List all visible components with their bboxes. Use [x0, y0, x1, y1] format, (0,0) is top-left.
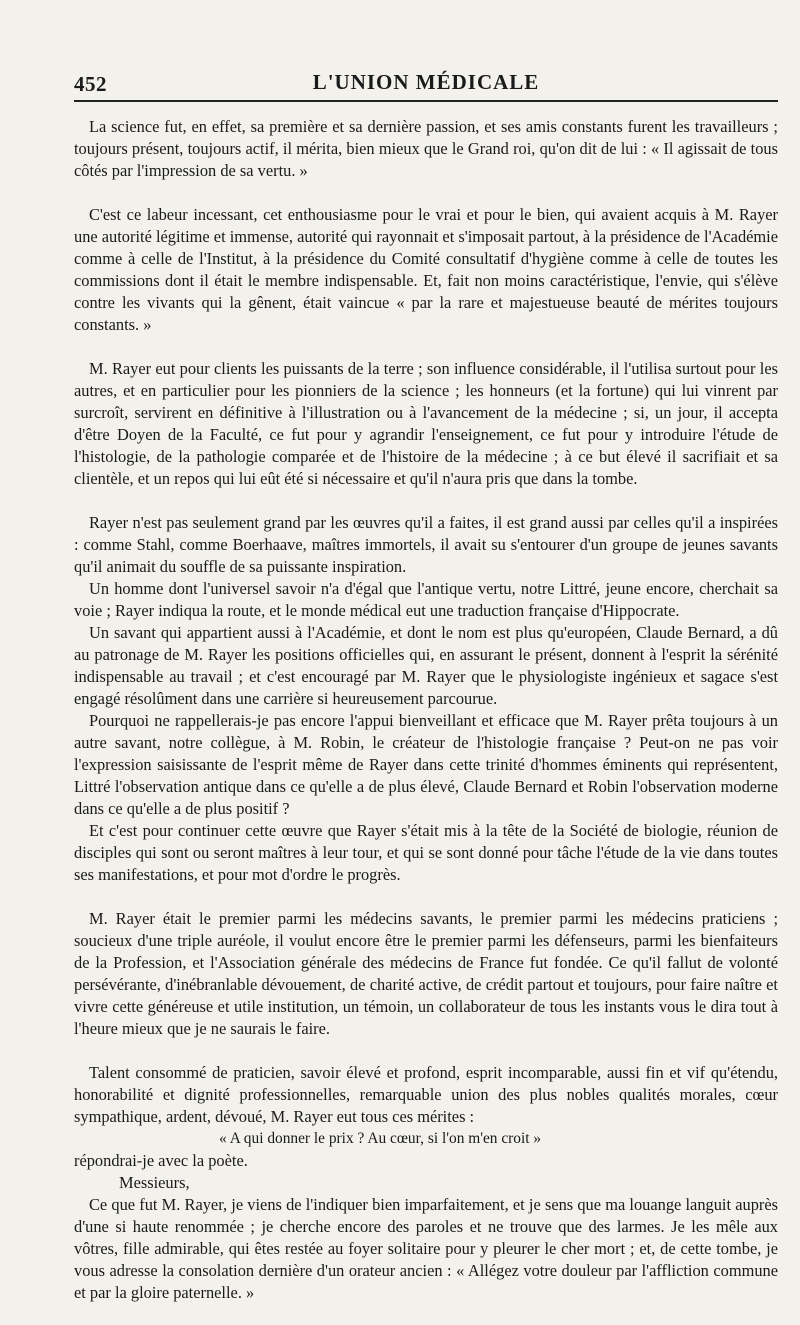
- salutation: Messieurs,: [119, 1173, 190, 1192]
- article-body: [74, 100, 778, 1304]
- paragraph-final: Ce que fut M. Rayer, je viens de l'indiquer bien imparfaitement, et je sens que ma louange languit auprès d'une si haute renommée ; je cherche encore des paroles et ne trouve que des larmes. Je les mêle aux vôtres, fille admirable, qui êtes restée au foyer solitaire pour y pleurer le cher mort ; et, de cette tombe, je vous adresse la consolation dernière d'un orateur ancien : « Allégez votre douleur par l'affliction commune et par la gloire paternelle. »: [74, 1195, 778, 1302]
- paragraph-labeur: C'est ce labeur incessant, cet enthousiasme pour le vrai et pour le bien, qui avaient acquis à M. Rayer une autorité légitime et immense, autorité qui rayonnait et s'imposait partout, à la présidence de l'Académie comme à celle de l'Institut, à la présidence du Comité consultatif d'hygiène comme à celle de toutes les commissions dont il était le membre indispensable. Et, fait non moins caractéristique, l'envie, qui s'élève contre les vivants qui la gênent, était vaincue « par la rare et majestueuse beauté de mérites toujours constants. »: [74, 205, 778, 334]
- paragraph-clients: M. Rayer eut pour clients les puissants de la terre ; son influence considérable, il l'utilisa surtout pour les autres, et en particulier pour les pionniers de la science ; les honneurs (et la fortune) qui lui vinrent par surcroît, servirent en définitive à l'illustration ou à l'avancement de la médecine ; si, un jour, il accepta d'être Doyen de la Faculté, ce fut pour y agrandir l'enseignement, ce fut pour y introduire l'étude de l'histologie, de la pathologie comparée et de l'histoire de la médecine ; à ce but élevé il sacrifiait et sa clientèle, et un repos qui lui eût été si nécessaire et qu'il n'aura pris que dans la tombe.: [74, 359, 778, 488]
- paragraph-association: M. Rayer était le premier parmi les médecins savants, le premier parmi les médecins praticiens ; soucieux d'une triple auréole, il voulut encore être le premier parmi les défenseurs, parmi les bienfaiteurs de la Profession, et l'Association générale des médecins de France fut fondée. Ce qu'il fallut de volonté persévérante, d'inébranlable dévouement, de charité active, de crédit partout et toujours, pour faire naître et vivre cette généreuse et utile institution, un témoin, un collaborateur de tous les instants vous le dira tout à l'heure mieux que je ne saurais le faire.: [74, 909, 778, 1038]
- verse-quote: « A qui donner le prix ? Au cœur, si l'on m'en croit »: [219, 1130, 542, 1147]
- paragraph-claude-bernard: Un savant qui appartient aussi à l'Académie, et dont le nom est plus qu'européen, Claude Bernard, a dû au patronage de M. Rayer les positions officielles qui, en assurant le présent, donnent à l'esprit la sérénité indispensable au travail ; et c'est encouragé par M. Rayer que le physiologiste ingénieux et sagace s'est engagé résolûment dans une carrière si heureusement parcourue.: [74, 623, 778, 708]
- header-rule: [74, 100, 778, 102]
- running-head: [74, 0, 778, 100]
- paragraph-robin: Pourquoi ne rappellerais-je pas encore l'appui bienveillant et efficace que M. Rayer prêta toujours à un autre savant, notre collègue, à M. Robin, le créateur de l'histologie française ? Peut-on ne pas voir l'expression saisissante de l'esprit même de Rayer dans cette trinité d'hommes éminents qui représentent, Littré l'observation antique dans ce qu'elle a de plus élevé, Claude Bernard et Robin l'observation moderne dans ce qu'elle a de plus positif ?: [74, 711, 778, 818]
- paragraph-littre: Un homme dont l'universel savoir n'a d'égal que l'antique vertu, notre Littré, jeune encore, cherchait sa voie ; Rayer indiqua la route, et le monde médical eut une traduction française d'Hippocrate.: [74, 579, 778, 620]
- page-number: 452: [74, 72, 107, 96]
- after-quote-line: répondrai-je avec la poète.: [74, 1151, 248, 1170]
- paragraph-talent: Talent consommé de praticien, savoir élevé et profond, esprit incomparable, aussi fin et vif qu'étendu, honorabilité et dignité professionnelles, remarquable union des plus nobles qualités morales, cœur sympathique, ardent, dévoué, M. Rayer eut tous ces mérites :: [74, 1063, 778, 1126]
- paragraph-societe-biologie: Et c'est pour continuer cette œuvre que Rayer s'était mis à la tête de la Société de biologie, réunion de disciples qui sont ou seront maîtres à leur tour, et qui se sont donné pour tâche l'étude de la vie dans toutes ses manifestations, et pour mot d'ordre le progrès.: [74, 821, 778, 884]
- paragraph-oeuvres: Rayer n'est pas seulement grand par les œuvres qu'il a faites, il est grand aussi par celles qu'il a inspirées : comme Stahl, comme Boerhaave, maîtres immortels, il avait su s'entourer d'un groupe de jeunes savants qu'il animait du souffle de sa puissante inspiration.: [74, 513, 778, 576]
- journal-title: L'UNION MÉDICALE: [312, 70, 540, 94]
- paragraph-science-passion: La science fut, en effet, sa première et sa dernière passion, et ses amis constants furent les travailleurs ; toujours présent, toujours actif, il mérita, bien mieux que le Grand roi, qu'on dit de lui : « Il agissait de tous côtés par l'impression de sa vertu. »: [74, 117, 778, 180]
